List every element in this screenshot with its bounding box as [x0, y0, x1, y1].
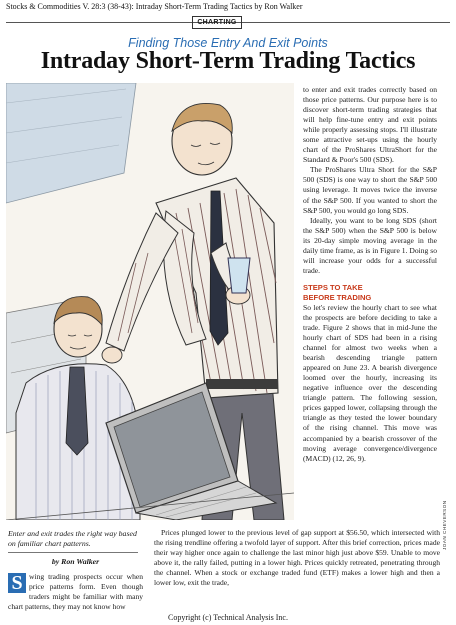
- section-label: CHARTING: [192, 16, 242, 29]
- article-illustration: [6, 83, 294, 520]
- section-heading: [303, 283, 437, 303]
- paragraph: The ProShares Ultra Short for the S&P 500 (SDS) is one way to short the S&P 500 using leverage. It moves twice the inverse of the S&P 500. If you wanted to short the S&P 500, you would go long SDS.: [303, 165, 437, 215]
- paragraph: to enter and exit trades correctly based on those price patterns. Our purpose here is to discover short-term trading strategies that will help fine-tune entry and exit points while properly assessing stops. I'll illustrate some attractive set-ups using the hourly chart of the ProShares UltraShort for the Standard & Poor's 500 (SDS).: [303, 85, 437, 165]
- bottom-column: [154, 528, 440, 588]
- article-caption: Enter and exit trades the right way based on familiar chart patterns.: [8, 529, 137, 548]
- illustration-credit: JOAN CHEVERSON: [442, 500, 447, 550]
- paragraph: So let's review the hourly chart to see what the prospects are before deciding to take a trade. Figure 2 shows that in mid-June the hourly chart of SDS had been in a rising channel for almost two weeks when a bearish descending triangle pattern appeared on June 23. A bearish divergence loomed over the hourly, increasing its negative influence over the descending triangle pattern. The following session, prices gapped lower, collapsing through the triangle as they tested the lower boundary of the rising channel. This move was accompanied by a bearish crossover of the moving average convergence/divergence (MACD) (12, 26, 9).: [303, 302, 437, 463]
- section-heading-line-1: STEPS TO TAKE: [303, 282, 363, 292]
- article-title: Intraday Short-Term Trading Tactics: [40, 48, 416, 74]
- paragraph: Prices plunged lower to the previous level of gap support at $56.50, which intersected with the rising trendline offering a twofold layer of support. After this brief correction, prices made their way higher once again to challenge the last minor high just above $59. Unable to move above it, the rally failed, putting in a lower high. Prices quickly retreated, penetrating through the channel. When a stock or exchange traded fund (ETF) makes a lower high and then a lower low, exit the trade,: [154, 528, 440, 588]
- article-subtitle: Finding Those Entry And Exit Points: [128, 36, 328, 50]
- byline-rule: [8, 552, 138, 553]
- right-column: [303, 85, 437, 464]
- intro-text: wing trading prospects occur when price patterns form. Even though traders might be familiar with many chart patterns, they may not know how: [8, 572, 143, 612]
- drop-cap: S: [8, 573, 26, 593]
- section-heading-line-2: BEFORE TRADING: [303, 292, 372, 302]
- copyright-footer: Copyright (c) Technical Analysis Inc.: [168, 613, 288, 622]
- paragraph: Ideally, you want to be long SDS (short the S&P 500) when the S&P 500 is below its 20-day simple moving average in the daily time frame, as is in Figure 1. Doing so will increase your odds for a successful trade.: [303, 215, 437, 275]
- intro-paragraph: [8, 572, 143, 612]
- article-byline: by Ron Walker: [51, 557, 100, 566]
- running-head: Stocks & Commodities V. 28:3 (38-43): Intraday Short-Term Trading Tactics by Ron Walker: [6, 2, 303, 11]
